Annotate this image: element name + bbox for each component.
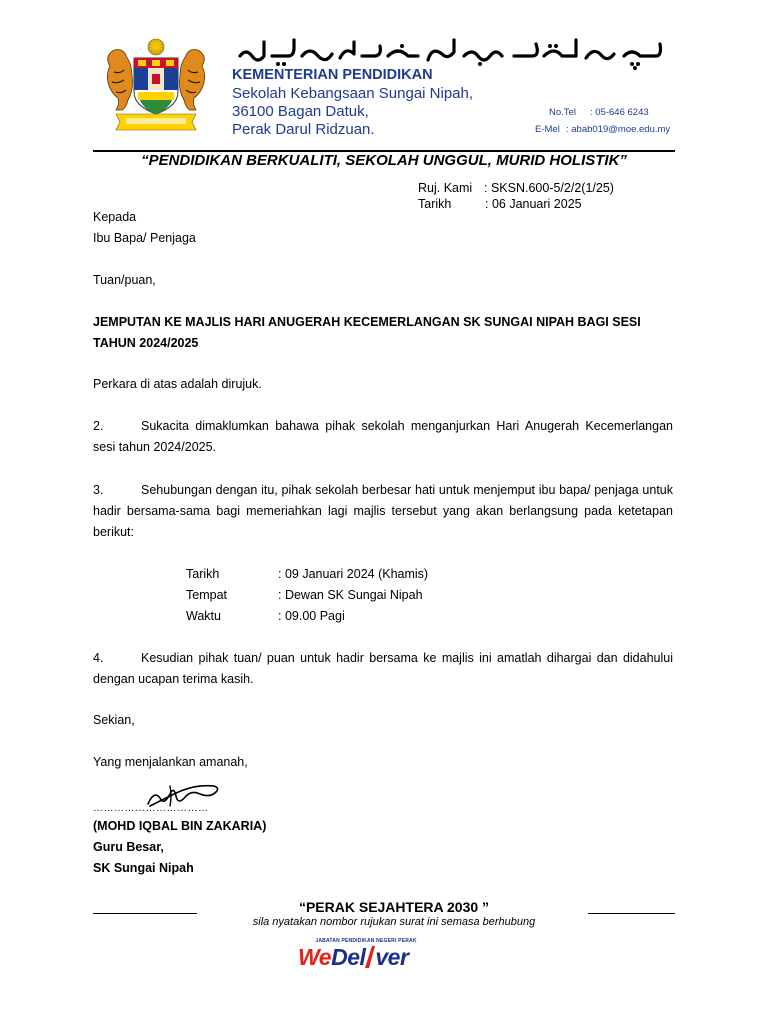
footer-note: sila nyatakan nombor rujukan surat ini semasa berhubung <box>252 916 536 928</box>
phone-value: : 05-646 6243 <box>590 107 649 118</box>
footer-slogan: “PERAK SEJAHTERA 2030 ” <box>298 899 490 915</box>
school-motto: “PENDIDIKAN BERKUALITI, SEKOLAH UNGGUL, MURID HOLISTIK” <box>141 152 627 169</box>
jawi-school-name-calligraphy <box>232 26 672 70</box>
recipient-name: Ibu Bapa/ Penjaga <box>93 231 196 245</box>
event-details <box>186 564 428 627</box>
subject-line-2: TAHUN 2024/2025 <box>93 336 199 350</box>
malaysia-coat-of-arms-icon <box>92 36 220 132</box>
paragraph-4-number: 4. <box>93 651 104 665</box>
ministry-name: KEMENTERIAN PENDIDIKAN <box>232 67 433 83</box>
detail-row <box>186 564 428 585</box>
detail-value: : 09 Januari 2024 (Khamis) <box>278 567 429 581</box>
paragraph-2-number: 2. <box>93 419 104 433</box>
signature-dots: …………………………… <box>93 803 209 814</box>
detail-row <box>186 606 428 627</box>
detail-label: Waktu <box>186 609 221 623</box>
ref-label: Ruj. Kami <box>418 181 473 195</box>
date-value: : 06 Januari 2025 <box>485 197 582 211</box>
recipient-to: Kepada <box>93 210 137 224</box>
salutation: Tuan/puan, <box>93 273 156 287</box>
paragraph-2 <box>93 416 673 458</box>
signatory-school: SK Sungai Nipah <box>93 861 194 875</box>
date-label: Tarikh <box>418 197 452 211</box>
reference-block <box>418 180 614 212</box>
ref-value: : SKSN.600-5/2/2(1/25) <box>484 181 614 195</box>
logo-ver: ver <box>375 944 409 970</box>
signatory-title: Guru Besar, <box>93 840 164 854</box>
paragraph-4 <box>93 648 673 690</box>
logo-wordmark <box>298 944 408 970</box>
detail-value: : 09.00 Pagi <box>278 609 345 623</box>
signatory-name: (MOHD IQBAL BIN ZAKARIA) <box>93 819 267 833</box>
paragraph-3-number: 3. <box>93 483 104 497</box>
detail-label: Tarikh <box>186 567 220 581</box>
footer-rule-left <box>93 913 197 914</box>
logo-slash-icon <box>365 946 375 968</box>
closing-sekian: Sekian, <box>93 713 135 727</box>
paragraph-3 <box>93 480 673 543</box>
letter-subject <box>93 312 675 354</box>
paragraph-3-text: Sehubungan dengan itu, pihak sekolah berbesar hati untuk menjemput ibu bapa/ penjaga untuk hadir bersama-sama bagi memeriahkan lagi majlis tersebut yang akan berlangsung pada ketetapan berikut: <box>93 483 673 539</box>
state-line: Perak Darul Ridzuan. <box>232 121 375 138</box>
phone-label: No.Tel <box>549 107 576 118</box>
paragraph-2-text: Sukacita dimaklumkan bahawa pihak sekolah menganjurkan Hari Anugerah Kecemerlangan sesi tahun 2024/2025. <box>93 419 673 454</box>
postcode-city-line: 36100 Bagan Datuk, <box>232 103 369 120</box>
email-value: : abab019@moe.edu.my <box>566 124 671 135</box>
email-label: E-Mel <box>535 124 560 135</box>
closing-amanah: Yang menjalankan amanah, <box>93 755 248 769</box>
subject-line-1: JEMPUTAN KE MAJLIS HARI ANUGERAH KECEMERLANGAN SK SUNGAI NIPAH BAGI SESI <box>93 315 641 329</box>
detail-row <box>186 585 428 606</box>
logo-del: Del <box>331 944 366 970</box>
paragraph-1: Perkara di atas adalah dirujuk. <box>93 377 262 391</box>
detail-value: : Dewan SK Sungai Nipah <box>278 588 423 602</box>
logo-top-text: JABATAN PENDIDIKAN NEGERI PERAK <box>315 938 417 944</box>
logo-we: We <box>298 944 332 970</box>
we-deliver-logo <box>298 938 434 972</box>
paragraph-4-text: Kesudian pihak tuan/ puan untuk hadir bersama ke majlis ini amatlah dihargai dan didahului dengan ucapan terima kasih. <box>93 651 673 686</box>
detail-label: Tempat <box>186 588 227 602</box>
footer-rule-right <box>588 913 675 914</box>
school-address-line: Sekolah Kebangsaan Sungai Nipah, <box>232 85 474 102</box>
